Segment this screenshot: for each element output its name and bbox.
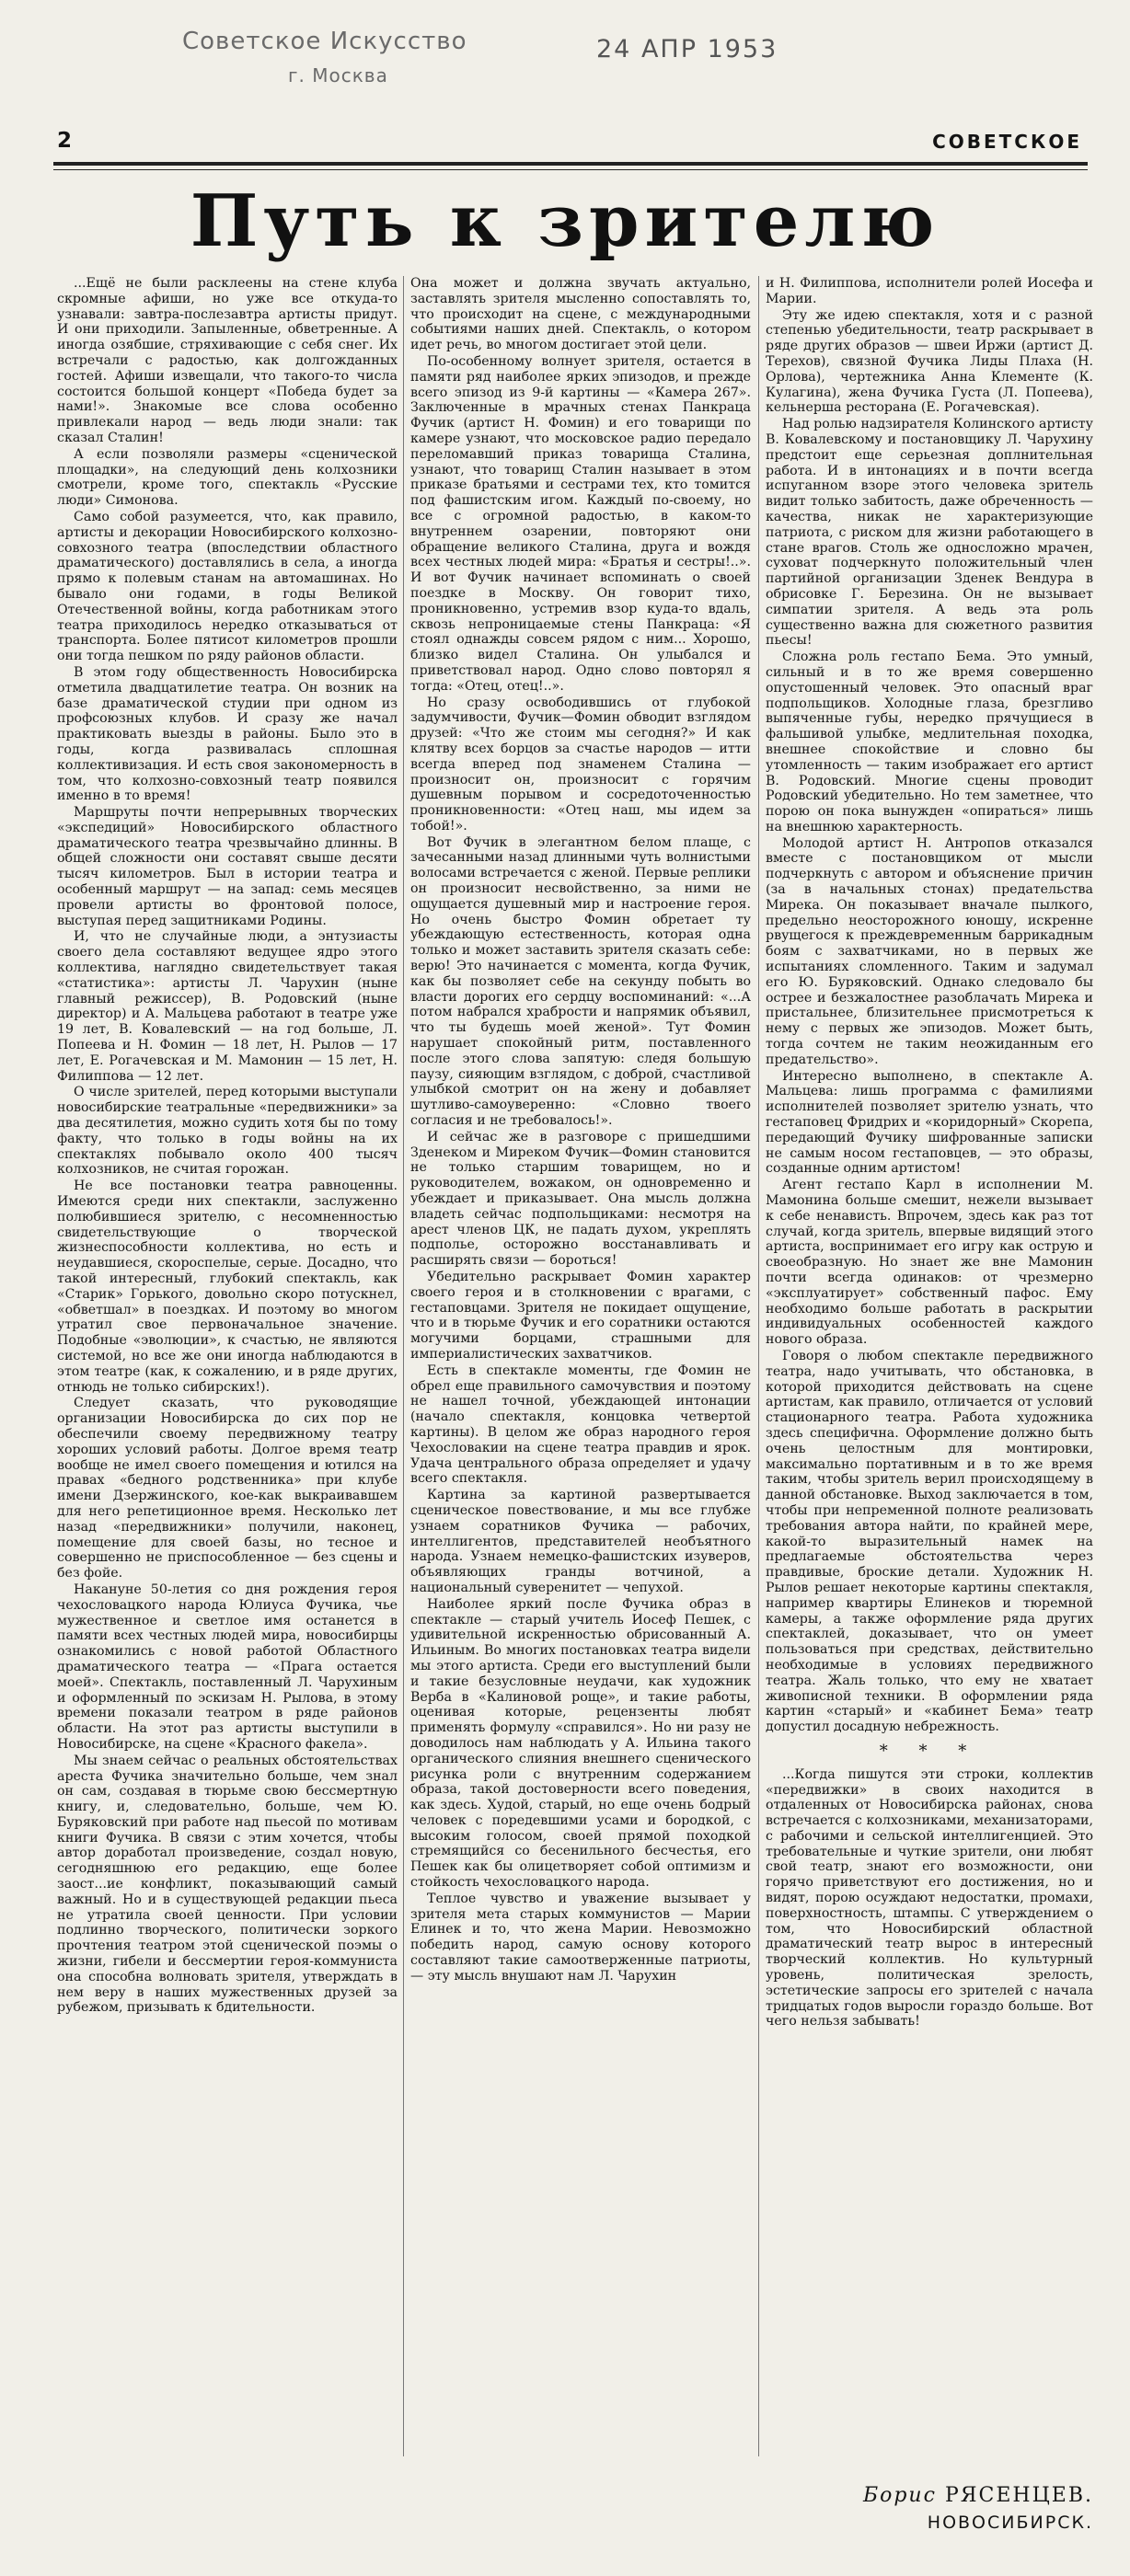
article-paragraph: В этом году общественность Новосибирска отметила двадцатилетие театра. Он возник на базе драматической студии при одном из профсоюзных клубов. И сразу же начал практиковать выезды в районы. Было это в годы, когда развивалась сплошная коллективизация. И есть своя закономерность в том, что колхозно-совхозный театр появился именно в то время! (57, 664, 398, 804)
author-surname: РЯСЕНЦЕВ. (944, 2484, 1093, 2507)
article-paragraph: И, что не случайные люди, а энтузиасты своего дела составляют ведущее ядро этого коллектива, наглядно свидетельствует такая «статистика»: артисты Л. Чарухин (ныне главный режиссер), В. Родовский (ныне директор) и А. Мальцева работают в театре уже 19 лет, В. Ковалевский — на год больше, Л. Попеева и Н. Фомин — 18 лет, Н. Рылов — 17 лет, Е. Рогачевская и М. Мамонин — 15 лет, Н. Филиппова — 12 лет. (57, 929, 398, 1084)
column-divider (758, 276, 759, 2456)
article-paragraph: Убедительно раскрывает Фомин характер своего героя и в столкновении с врагами, с гестаповцами. Зрителя не покидает ощущение, что и в тюрьме Фучик и его соратники остаются могучими борцами, страшными для империалистических захватчиков. (410, 1270, 751, 1362)
header-rule-thin (53, 169, 1088, 170)
clipping-stamp (182, 28, 826, 101)
article-paragraph: О числе зрителей, перед которыми выступали новосибирские театральные «передвижники» за два десятилетия, можно судить хотя бы по тому факту, что только в годы войны на их спектаклях побывало около 400 тысяч колхозников, не считая горожан. (57, 1085, 398, 1178)
article-paragraph: Над ролью надзирателя Колинского артисту В. Ковалевскому и постановщику Л. Чарухину предстоит еще серьезная доплнительная работа. И в интонациях и в почти всегда испуганном взоре этого человека зритель видит только забитость, даже обреченность — качества, никак не характеризующие патриота, с риском для жизни работающего в стане врагов. Столь же односложно мрачен, суховат подчеркнуто положительный член партийной организации Зденек Вендура в обрисовке Г. Березина. Он не вызывает симпатии зрителя. А ведь эта роль существенно важна для сюжетного развития пьесы! (766, 417, 1093, 649)
author-first-name: Борис (862, 2484, 937, 2507)
article-paragraph: Сложна роль гестапо Бема. Это умный, сильный и в то же время совершенно опустошенный человек. Это опасный враг подпольщиков. Холодные глаза, брезгливо выпяченные губы, нередко прячущиеся в фальшивой улыбке, медлительная походка, внешнее спокойствие и словно бы утомленность — таким изображает его артист В. Родовский. Многие сцены проводит Родовский убедительно. Но тем заметнее, что порою он пока вынужден «опираться» лишь на внешнюю характерность. (766, 650, 1093, 834)
article-paragraph: Маршруты почти непрерывных творческих «экспедиций» Новосибирского областного драматического театра чрезвычайно длинны. В общей сложности они составят свыше десяти тысяч километров. Был в истории театра и особенный маршрут — на запад: семь месяцев провели артисты во фронтовой полосе, выступая перед защитниками Родины. (57, 805, 398, 928)
article-paragraph: Накануне 50-летия со дня рождения героя чехословацкого народа Юлиуса Фучика, чье мужественное и светлое имя останется в памяти всех честных людей мира, новосибирцы ознакомились с новой работой Областного драматического театра — «Прага остается моей». Спектакль, поставленный Л. Чарухиным и оформленный по эскизам Н. Рылова, в этому времени показали театром в ряде районов области. На этот раз артисты выступили в Новосибирске, на сцене «Красного факела». (57, 1581, 398, 1752)
article-column-2 (410, 276, 751, 2484)
article-paragraph: Само собой разумеется, что, как правило, артисты и декорации Новосибирского колхозно-совхозного театра (впоследствии областного драматического) доставлялись в села, а иногда прямо к полевым станам на автомашинах. Но бывало они годами, в годы Великой Отечественной войны, когда работникам этого театра приходилось нередко отказываться от транспорта. Более пятисот километров прошли они тогда пешком по ряду районов области. (57, 509, 398, 664)
article-paragraph: Но сразу освободившись от глубокой задумчивости, Фучик—Фомин обводит взглядом друзей: «Что же стоим мы сегодня?» И как клятву всех борцов за счастье народов — итти всегда вперед под знаменем Сталина — произносит он, произносит с горячим душевным порывом и сосредоточенностью проникновенности: «Отец наш, мы идем за тобой!». (410, 695, 751, 834)
article-paragraph: ...Когда пишутся эти строки, коллектив «передвижки» в своих находится в отдаленных от Новосибирска районах, снова встречается с колхозниками, механизаторами, с рабочими и сельской интеллигенцией. Это требовательные и чуткие зрители, они любят свой театр, знают его возможности, они горячо приветствуют его достижения, но и видят, порою осуждают недостатки, промахи, поверхностность, штампы. С утверждением о том, что Новосибирский областной драматический театр вырос в интересный творческий коллектив. Но культурный уровень, политическая зрелость, эстетические запросы его зрителей с начала тридцатых годов выросли гораздо больше. Вот чего нельзя забывать! (766, 1766, 1093, 2030)
article-paragraph: Интересно выполнено, в спектакле А. Мальцева: лишь программа с фамилиями исполнителей позволяет зрителю узнать, что гестаповец Фридрих и «коридорный» Скорепа, передающий Фучику шифрованные записки не самым носом гестаповцев, — это образы, созданные одним артистом! (766, 1068, 1093, 1177)
article-paragraph: И сейчас же в разговоре с пришедшими Зденеком и Миреком Фучик—Фомин становится не только старшим товарищем, но и руководителем, вожаком, он одновременно и убеждает и приказывает. Она мысль должна владеть сейчас подпольщиками: несмотря на арест членов ЦК, не падать духом, укреплять подполье, осторожно восстанавливать и расширять связи — бороться! (410, 1129, 751, 1269)
author-city: НОВОСИБИРСК. (927, 2513, 1093, 2533)
article-signature (766, 2484, 1093, 2533)
article-paragraph: По-особенному волнует зрителя, остается в памяти ряд наиболее ярких эпизодов, и прежде всего эпизод из 9-й картины — «Камера 267». Заключенные в мрачных стенах Панкраца Фучик (артист Н. Фомин) и его товарищи по камере узнают, что московское радио передало переломавший приказ товарища Сталина, узнают, что товарищ Сталин называет в этом приказе братьями и сестрами тех, кто томится под фашистским игом. Каждый по-своему, но все с огромной радостью, в каком-то внутреннем озарении, повторяют они обращение великого Сталина, друга и вождя всех честных людей мира: «Братья и сестры!..». И вот Фучик начинает вспоминать о своей поездке в Москву. Он говорит тихо, проникновенно, устремив взор куда-то вдаль, сквозь непроницаемые стены Панкраца: «Я стоял однажды совсем рядом с ним... Хорошо, близко видел Сталина. Он улыбался и приветствовал народ. Одно слово повторял я тогда: «Отец, отец!..». (410, 353, 751, 694)
article-paragraph: Наиболее яркий после Фучика образ в спектакле — старый учитель Иосеф Пешек, с удивительной искренностью обрисованный А. Ильиным. Во многих постановках театра видели мы этого артиста. Среди его выступлений были и такие безусловные неудачи, как художник Верба в «Калиновой роще», и такие работы, оценивая которые, рецензенты любят применять формулу «справился». Но ни разу не доводилось нам наблюдать у А. Ильина такого органического слияния внешнего сценического рисунка роли с внутренним содержанием образа, такой достоверности всего поведения, как здесь. Худой, старый, но еще очень бодрый человек с поредевшими усами и бородкой, с высоким голосом, своей прямой походкой стремящийся со бесенильного бесчестья, его Пешек как бы олицетворяет собой оптимизм и стойкость чехословацкого народа. (410, 1596, 751, 1891)
article-column-3 (766, 276, 1093, 2484)
article-paragraph: ...Ещё не были расклеены на стене клуба скромные афиши, но уже все откуда-то узнавали: завтра-послезавтра артисты придут. И они приходили. Запыленные, обветренные. А иногда озябшие, стряхивающие с себя снег. Их встречали с радостью, как долгожданных гостей. Афиши извещали, что такого-то числа состоится большой концерт «Победа будет за нами!». Знакомые все слова особенно привлекали народ — ведь люди знали: так сказал Сталин! (57, 276, 398, 445)
article-paragraph: Следует сказать, что руководящие организации Новосибирска до сих пор не обеспечили своему передвижному театру хороших условий работы. Долгое время театр вообще не имел своего помещения и ютился на правах «бедного родственника» при клубе имени Дзержинского, кое-как выкраивавшем для него репетиционное время. Несколько лет назад «передвижники» получили, наконец, помещение для своей базы, но тесное и совершенно не приспособленное — без сцены и без фойе. (57, 1396, 398, 1581)
newspaper-name: СОВЕТСКОЕ (932, 131, 1082, 153)
stamp-source: Советское Искусство (182, 28, 467, 55)
article-paragraph: Не все постановки театра равноценны. Имеются среди них спектакли, заслуженно полюбившиеся зрителю, с несомненностью свидетельствующие о творческой жизнеспособности коллектива, но есть и неудавшиеся, скороспелые, серые. Досадно, что такой интересный, глубокий спектакль, как «Старик» Горького, довольно скоро потускнел, «обветшал» в поездках. И поэтому во многом утратил свое первоначальное значение. Подобные «эволюции», к счастью, не являются системой, но все же они иногда наблюдаются в этом театре (как, к сожалению, и в ряде других, отнюдь не только сибирских!). (57, 1179, 398, 1395)
column-divider (403, 276, 404, 2456)
article-paragraph: Говоря о любом спектакле передвижного театра, надо учитывать, что обстановка, в которой приходится действовать на сцене артистам, как правило, отличается от условий стационарного театра. Работа художника здесь специфична. Оформление должно быть очень целостным для монтировки, максимально портативным и в то же время таким, чтобы зритель верил происходящему в данной обстановке. Выход заключается в том, чтобы при непременной полноте реализовать требования автора найти, по крайней мере, какой-то выразительный намек на предлагаемые обстоятельства через правдивые, броские детали. Художник Н. Рылов решает некоторые картины спектакля, например квартиры Елинеков и тюремной камеры, а также оформление ряда других спектаклей, доказывает, что он умеет пользоваться при средствах, действительно необходимые в условиях передвижного театра. Жаль только, что ему не хватает живописной техники. В оформлении ряда картин «старый» и «кабинет Бема» театр допустил досадную небрежность. (766, 1348, 1093, 1735)
article-title: Путь к зрителю (190, 179, 940, 263)
article-paragraph: Мы знаем сейчас о реальных обстоятельствах ареста Фучика значительно больше, чем знал он сам, создавая в тюрьме свою бессмертную книгу, и, следовательно, больше, чем Ю. Буряковский при работе над пьесой по мотивам книги Фучика. В связи с этим хочется, чтобы автор доработал произведение, создал новую, сегодняшнюю его редакцию, еще более заост...ие конфликт, показывающий самый важный. Но и в существующей редакции пьеса не утратила своей ценности. При условии подлинно творческого, политически зоркого прочтения театром этой сценической поэмы о жизни, гибели и бессмертии героя-коммуниста она способна волновать зрителя, утверждать в нем веру в наших мужественных друзей за рубежом, призывать к бдительности. (57, 1753, 398, 2016)
stamp-date: 24 АПР 1953 (596, 35, 778, 63)
stamp-city: г. Москва (288, 64, 388, 86)
author-line (766, 2484, 1093, 2507)
header-rule (53, 162, 1088, 166)
article-paragraph: Вот Фучик в элегантном белом плаще, с зачесанными назад длинными чуть волнистыми волосами встречается с женой. Первые реплики он произносит несвойственно, за ними не ощущается душевный мир и настроение героя. Но очень быстро Фомин обретает ту убеждающую естественность, которая одна только и может заставить зрителя сказать себе: верю! Это начинается с момента, когда Фучик, как бы позволяет себе на секунду побыть во власти дорогих его сердцу воспоминаний: «...А потом набрался храбрости и напрямик объявил, что ты будешь моей женой». Тут Фомин нарушает спокойный ритм, поставленного после этого слова запятую: следя большую паузу, сияющим взглядом, с доброй, счастливой улыбкой смотрит он на жену и добавляет шутливо-самоуверенно: «Словно твоего согласия и не требовалось!». (410, 834, 751, 1129)
article-paragraph: и Н. Филиппова, исполнители ролей Иосефа и Марии. (766, 276, 1093, 306)
section-separator: * * * (879, 1741, 980, 1761)
page-number: 2 (57, 129, 73, 153)
article-paragraph: А если позволяли размеры «сценической площадки», на следующий день колхозники смотрели, кроме того, спектакль «Русские люди» Симонова. (57, 446, 398, 509)
article-paragraph: Эту же идею спектакля, хотя и с разной степенью убедительности, театр раскрывает в ряде других образов — швеи Иржи (артист Д. Терехов), связной Фучика Лиды Плаха (Н. Орлова), чертежника Анна Клементе (К. Кулагина), жена Фучика Густа (Л. Попеева), кельнерша ресторана (Е. Рогачевская). (766, 307, 1093, 416)
article-paragraph: Она может и должна звучать актуально, заставлять зрителя мысленно сопоставлять то, что происходит на сцене, с международными событиями наших дней. Спектакль, о котором идет речь, во многом достигает этой цели. (410, 276, 751, 353)
article-paragraph: Агент гестапо Карл в исполнении М. Мамонина больше смешит, нежели вызывает к себе ненависть. Впрочем, здесь как раз тот случай, когда зритель, впервые видящий этого артиста, воспринимает его игру как острую и своеобразную. Но знает же вне Мамонин почти всегда одинаков: от чрезмерно «эксплуатирует» собственный пафос. Ему необходимо больше работать в раскрытии индивидуальных особенностей каждого нового образа. (766, 1178, 1093, 1348)
article-paragraph: Картина за картиной развертывается сценическое повествование, и мы все глубже узнаем соратников Фучика — рабочих, интеллигентов, представителей необъятного народа. Узнаем немецко-фашистских изуверов, объявляющих гранды вотчиной, а национальный суверенитет — чепухой. (410, 1488, 751, 1595)
article-paragraph: Есть в спектакле моменты, где Фомин не обрел еще правильного самочувствия и поэтому не нашел точной, убеждающей интонации (начало спектакля, концовка четвертой картины). В целом же образ народного героя Чехословакии на сцене театра правдив и ярок. Удача центрального образа определяет и удачу всего спектакля. (410, 1363, 751, 1487)
article-column-1 (57, 276, 398, 2484)
article-paragraph: Теплое чувство и уважение вызывает у зрителя мета старых коммунистов — Марии Елинек и то, что жена Марии. Невозможно победить народ, самую основу которого составляют такие самоотверженные патриоты, — эту мысль внушают нам Л. Чарухин (410, 1891, 751, 1984)
article-paragraph: Молодой артист Н. Антропов отказался вместе с постановщиком от мысли подчеркнуть с автором и объяснение причин (за в начальных стонах) предательства Мирека. Он показывает вначале пылкого, предельно неосторожного юношу, искренне рвущегося к преждевременным баррикадным боям с захватчиками, но в первых же испытаниях сломленного. Таким и задумал его Ю. Буряковский. Однако следовало бы острее и безжалостнее разоблачать Мирека и пристальнее, близительнее присмотреться к нему с первых же эпизодов. Может быть, тогда сочтем не таким неожиданным его предательство». (766, 835, 1093, 1067)
